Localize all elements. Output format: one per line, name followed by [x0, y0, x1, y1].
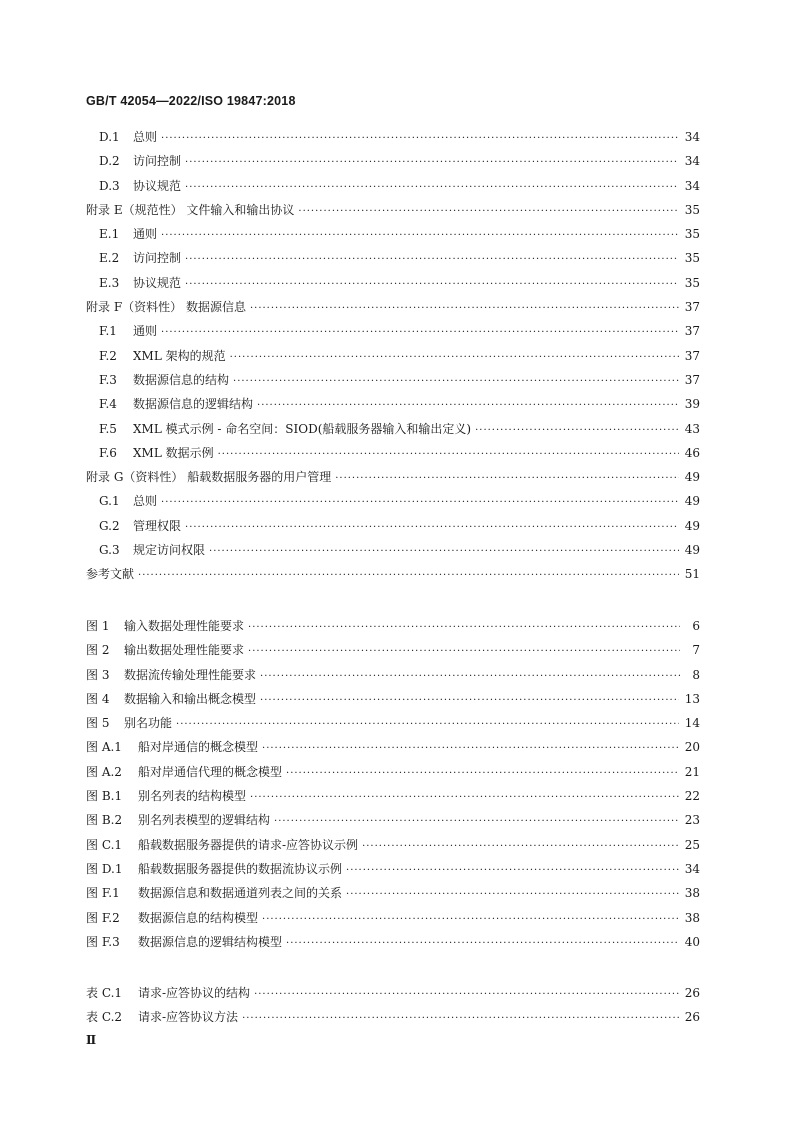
figure-entry[interactable]	[86, 836, 700, 860]
table-entry-title: 请求-应答协议的结构	[138, 986, 251, 1000]
toc-entry-page: 35	[684, 251, 700, 266]
dot-leader	[185, 157, 679, 168]
toc-entry-page: 37	[684, 348, 700, 363]
figure-entry-page: 38	[684, 886, 700, 901]
dot-leader	[286, 768, 679, 779]
toc-entry-page: 46	[684, 445, 700, 460]
toc-entry[interactable]	[86, 152, 700, 176]
table-entry-number: 表 C.2	[86, 1010, 123, 1025]
toc-entry-page: 49	[684, 543, 700, 558]
toc-entry-title: XML 模式示例 - 命名空间：SIOD(船载服务器输入和输出定义)	[133, 421, 472, 436]
dot-leader	[161, 327, 679, 338]
dot-leader	[250, 303, 679, 314]
figure-entry[interactable]	[86, 738, 700, 762]
figure-entry-number: 图 F.1	[86, 886, 120, 901]
figure-entry-page: 8	[692, 667, 700, 682]
figure-entry-title: 数据输入和输出概念模型	[124, 691, 257, 706]
dot-leader	[286, 938, 679, 949]
document-header: GB/T 42054—2022/ISO 19847:2018	[86, 94, 296, 108]
toc-entry-number: F.1	[99, 324, 117, 339]
dot-leader	[262, 914, 679, 925]
toc-entry-title: 数据源信息的结构	[133, 372, 230, 387]
toc-entry-page: 43	[684, 421, 700, 436]
figure-entry-number: 图 5	[86, 716, 110, 731]
dot-leader	[262, 743, 679, 754]
figure-entry[interactable]	[86, 714, 700, 738]
toc-entry-title: XML 数据示例	[133, 445, 214, 460]
figure-entry-title: 输入数据处理性能要求	[124, 619, 245, 633]
figure-entry-number: 图 A.2	[86, 764, 122, 779]
figure-entry[interactable]	[86, 763, 700, 787]
figure-entry-title: 船对岸通信代理的概念模型	[138, 764, 283, 779]
figure-entry[interactable]	[86, 787, 700, 811]
dot-leader	[260, 671, 680, 682]
table-entry-page: 26	[684, 986, 700, 1000]
list-of-figures	[86, 617, 700, 957]
figure-entry-number: 图 1	[86, 619, 110, 633]
figure-entry-number: 图 4	[86, 691, 110, 706]
dot-leader	[298, 206, 678, 217]
figure-entry-page: 6	[692, 619, 700, 633]
toc-entry-number: E.1	[99, 227, 120, 242]
table-of-contents	[86, 128, 700, 590]
figure-entry-page: 40	[684, 934, 700, 949]
dot-leader	[475, 425, 679, 436]
toc-entry-title: 附录 E（规范性） 文件输入和输出协议	[86, 202, 295, 217]
toc-entry-title: 数据源信息的逻辑结构	[133, 397, 254, 412]
toc-entry[interactable]	[86, 517, 700, 541]
toc-entry-number: G.1	[99, 494, 120, 509]
figure-entry[interactable]	[86, 860, 700, 884]
figure-entry-number: 图 3	[86, 667, 110, 682]
dot-leader	[346, 865, 679, 876]
toc-entry[interactable]	[86, 565, 700, 589]
figure-entry-number: 图 2	[86, 643, 110, 658]
figure-entry-title: 船载数据服务器提供的数据流协议示例	[138, 861, 343, 876]
toc-entry-number: D.3	[99, 178, 120, 193]
toc-entry-page: 35	[684, 275, 700, 290]
dot-leader	[260, 695, 679, 706]
dot-leader	[248, 646, 680, 657]
toc-entry[interactable]	[86, 347, 700, 371]
figure-entry-title: 船对岸通信的概念模型	[138, 740, 259, 755]
toc-entry-title: 协议规范	[133, 275, 182, 290]
toc-entry-title: 管理权限	[133, 518, 182, 533]
dot-leader	[138, 570, 679, 581]
dot-leader	[257, 400, 679, 411]
toc-entry-page: 39	[684, 397, 700, 412]
toc-entry-title: 附录 G（资料性） 船载数据服务器的用户管理	[86, 470, 332, 485]
figure-entry-title: 船载数据服务器提供的请求-应答协议示例	[138, 837, 359, 852]
toc-entry-page: 49	[684, 470, 700, 485]
figure-entry-number: 图 B.2	[86, 813, 123, 828]
toc-entry[interactable]	[86, 225, 700, 249]
toc-entry-title: 总则	[133, 130, 158, 144]
toc-entry-title: 访问控制	[133, 154, 182, 169]
figure-entry-page: 22	[684, 789, 700, 804]
figure-entry[interactable]	[86, 666, 700, 690]
dot-leader	[362, 841, 679, 852]
dot-leader	[242, 1013, 679, 1024]
figure-entry[interactable]	[86, 884, 700, 908]
dot-leader	[250, 792, 679, 803]
figure-entry-page: 21	[684, 764, 700, 779]
dot-leader	[161, 497, 679, 508]
toc-entry-title: 规定访问权限	[133, 543, 206, 558]
toc-entry-page: 37	[684, 300, 700, 315]
toc-entry-page: 35	[684, 227, 700, 242]
figure-entry-title: 数据源信息的逻辑结构模型	[138, 934, 283, 949]
toc-entry[interactable]	[86, 371, 700, 395]
figure-entry-page: 34	[684, 861, 700, 876]
toc-entry-page: 34	[684, 130, 700, 144]
figure-entry-number: 图 F.3	[86, 934, 120, 949]
toc-entry-page: 51	[684, 567, 700, 582]
dot-leader	[176, 719, 679, 730]
toc-entry-number: F.6	[99, 445, 117, 460]
figure-entry-page: 14	[684, 716, 700, 731]
dot-leader	[185, 254, 679, 265]
figure-entry[interactable]	[86, 811, 700, 835]
figure-entry-title: 数据源信息的结构模型	[138, 910, 259, 925]
toc-entry-title: 总则	[133, 494, 158, 509]
figure-entry-title: 数据流传输处理性能要求	[124, 667, 257, 682]
toc-entry-number: D.2	[99, 154, 120, 169]
dot-leader	[185, 279, 679, 290]
toc-entry[interactable]	[86, 201, 700, 225]
figure-entry[interactable]	[86, 641, 700, 665]
figure-entry-number: 图 C.1	[86, 837, 123, 852]
toc-entry[interactable]	[86, 274, 700, 298]
toc-entry[interactable]	[86, 420, 700, 444]
toc-entry-page: 34	[684, 178, 700, 193]
dot-leader	[335, 473, 679, 484]
list-of-tables	[86, 984, 700, 1033]
page-number: Ⅱ	[86, 1033, 97, 1047]
toc-entry[interactable]	[86, 444, 700, 468]
toc-entry-title: 附录 F（资料性） 数据源信息	[86, 300, 246, 315]
toc-entry-page: 37	[684, 372, 700, 387]
toc-entry-number: F.4	[99, 397, 117, 412]
toc-entry-page: 35	[684, 202, 700, 217]
figure-entry-title: 数据源信息和数据通道列表之间的关系	[138, 886, 343, 901]
figure-entry-number: 图 F.2	[86, 910, 120, 925]
dot-leader	[230, 352, 679, 363]
figure-entry-page: 13	[684, 691, 700, 706]
table-entry-title: 请求-应答协议方法	[138, 1010, 239, 1025]
toc-entry-title: 协议规范	[133, 178, 182, 193]
table-entry-page: 26	[684, 1010, 700, 1025]
toc-entry[interactable]	[86, 468, 700, 492]
toc-entry[interactable]	[86, 322, 700, 346]
dot-leader	[248, 622, 680, 633]
figure-entry[interactable]	[86, 909, 700, 933]
toc-entry-title: XML 架构的规范	[133, 348, 226, 363]
toc-entry-number: G.3	[99, 543, 120, 558]
dot-leader	[346, 889, 679, 900]
figure-entry-title: 输出数据处理性能要求	[124, 643, 245, 658]
toc-entry-title: 通则	[133, 324, 158, 339]
dot-leader	[218, 449, 679, 460]
dot-leader	[185, 182, 679, 193]
figure-entry-page: 25	[684, 837, 700, 852]
dot-leader	[161, 230, 679, 241]
toc-entry-number: F.2	[99, 348, 117, 363]
toc-entry[interactable]	[86, 298, 700, 322]
figure-entry[interactable]	[86, 617, 700, 641]
figure-entry-title: 别名列表的结构模型	[138, 789, 247, 804]
toc-entry[interactable]	[86, 395, 700, 419]
toc-entry-title: 参考文献	[86, 567, 135, 582]
toc-entry-number: F.5	[99, 421, 117, 436]
toc-entry-page: 34	[684, 154, 700, 169]
toc-entry[interactable]	[86, 177, 700, 201]
dot-leader	[233, 376, 679, 387]
toc-entry-number: D.1	[99, 130, 120, 144]
toc-entry[interactable]	[86, 492, 700, 516]
figure-entry-page: 20	[684, 740, 700, 755]
figure-entry-page: 38	[684, 910, 700, 925]
toc-entry-number: F.3	[99, 372, 117, 387]
figure-entry[interactable]	[86, 933, 700, 957]
table-entry-number: 表 C.1	[86, 986, 123, 1000]
figure-entry-number: 图 B.1	[86, 789, 123, 804]
dot-leader	[185, 522, 679, 533]
toc-entry[interactable]	[86, 249, 700, 273]
toc-entry-title: 访问控制	[133, 251, 182, 266]
figure-entry-page: 23	[684, 813, 700, 828]
toc-entry-page: 49	[684, 518, 700, 533]
toc-entry[interactable]	[86, 128, 700, 152]
figure-entry-number: 图 A.1	[86, 740, 122, 755]
toc-entry-page: 37	[684, 324, 700, 339]
figure-entry-number: 图 D.1	[86, 861, 123, 876]
table-entry[interactable]	[86, 1008, 700, 1032]
figure-entry-title: 别名功能	[124, 716, 173, 731]
dot-leader	[274, 816, 679, 827]
toc-entry[interactable]	[86, 541, 700, 565]
toc-entry-number: E.3	[99, 275, 120, 290]
table-entry[interactable]	[86, 984, 700, 1008]
toc-entry-number: E.2	[99, 251, 120, 266]
toc-entry-title: 通则	[133, 227, 158, 242]
figure-entry[interactable]	[86, 690, 700, 714]
dot-leader	[209, 546, 679, 557]
toc-entry-number: G.2	[99, 518, 120, 533]
figure-entry-page: 7	[692, 643, 700, 658]
toc-entry-page: 49	[684, 494, 700, 509]
dot-leader	[254, 989, 679, 1000]
figure-entry-title: 别名列表模型的逻辑结构	[138, 813, 271, 828]
dot-leader	[161, 133, 679, 144]
